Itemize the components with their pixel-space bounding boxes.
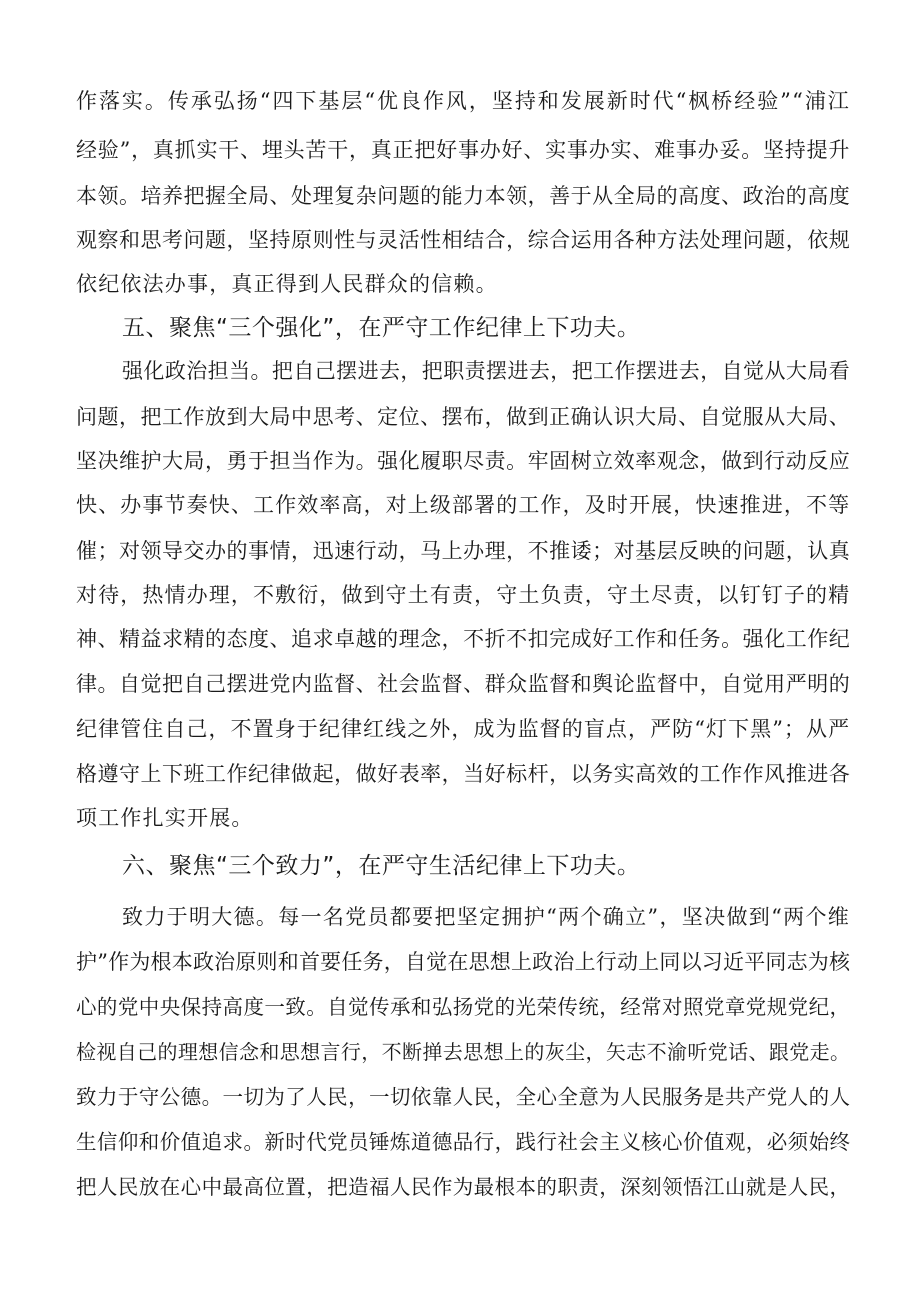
section-heading-6: 六、聚焦“三个致力”，在严守生活纪律上下功夫。 — [122, 853, 641, 879]
paragraph-line: 纪律管住自己，不置身于纪律红线之外，成为监督的盲点，严防“灯下黑”；从严 — [76, 717, 850, 741]
paragraph-line: 致力于守公德。一切为了人民，一切依靠人民，全心全意为人民服务是共产党人的人 — [76, 1085, 850, 1109]
paragraph-line: 律。自觉把自己摆进党内监督、社会监督、群众监督和舆论监督中，自觉用严明的 — [76, 672, 850, 696]
paragraph-line: 经验”，真抓实干、埋头苦干，真正把好事办好、实事办实、难事办妥。坚持提升 — [76, 138, 850, 162]
paragraph-line: 快、办事节奏快、工作效率高，对上级部署的工作，及时开展，快速推进，不等 — [76, 493, 850, 517]
paragraph-line: 检视自己的理想信念和思想言行，不断掸去思想上的灰尘，矢志不渝听党话、跟党走。 — [76, 1040, 850, 1064]
paragraph-line: 本领。培养把握全局、处理复杂问题的能力本领，善于从全局的高度、政治的高度 — [76, 184, 850, 208]
section-heading-5: 五、聚焦“三个强化”，在严守工作纪律上下功夫。 — [122, 315, 641, 341]
paragraph-line: 心的党中央保持高度一致。自觉传承和弘扬党的光荣传统，经常对照党章党规党纪， — [76, 995, 850, 1019]
paragraph-line: 依纪依法办事，真正得到人民群众的信赖。 — [76, 272, 498, 296]
paragraph-line: 作落实。传承弘扬“四下基层“优良作风，坚持和发展新时代“枫桥经验”“浦江 — [76, 89, 850, 113]
paragraph-line: 把人民放在心中最高位置，把造福人民作为最根本的职责，深刻领悟江山就是人民， — [76, 1175, 850, 1199]
paragraph-line: 问题，把工作放到大局中思考、定位、摆布，做到正确认识大局、自觉服从大局、 — [76, 405, 850, 429]
paragraph-line: 催；对领导交办的事情，迅速行动，马上办理，不推诿；对基层反映的问题，认真 — [76, 539, 850, 563]
paragraph-line: 强化政治担当。把自己摆进去，把职责摆进去，把工作摆进去，自觉从大局看 — [122, 359, 850, 383]
paragraph-line: 坚决维护大局，勇于担当作为。强化履职尽责。牢固树立效率观念，做到行动反应 — [76, 449, 850, 473]
paragraph-line: 生信仰和价值追求。新时代党员锤炼道德品行，践行社会主义核心价值观，必须始终 — [76, 1130, 850, 1154]
paragraph-line: 项工作扎实开展。 — [76, 806, 254, 830]
paragraph-line: 护”作为根本政治原则和首要任务，自觉在思想上政治上行动上同以习近平同志为核 — [76, 950, 850, 974]
paragraph-line: 观察和思考问题，坚持原则性与灵活性相结合，综合运用各种方法处理问题，依规 — [76, 228, 850, 252]
paragraph-line: 格遵守上下班工作纪律做起，做好表率，当好标杆，以务实高效的工作作风推进各 — [76, 762, 850, 786]
paragraph-line: 对待，热情办理，不敷衍，做到守土有责，守土负责，守土尽责，以钉钉子的精 — [76, 583, 850, 607]
paragraph-line: 致力于明大德。每一名党员都要把坚定拥护“两个确立”，坚决做到“两个维 — [122, 905, 850, 929]
paragraph-line: 神、精益求精的态度、追求卓越的理念，不折不扣完成好工作和任务。强化工作纪 — [76, 627, 850, 651]
